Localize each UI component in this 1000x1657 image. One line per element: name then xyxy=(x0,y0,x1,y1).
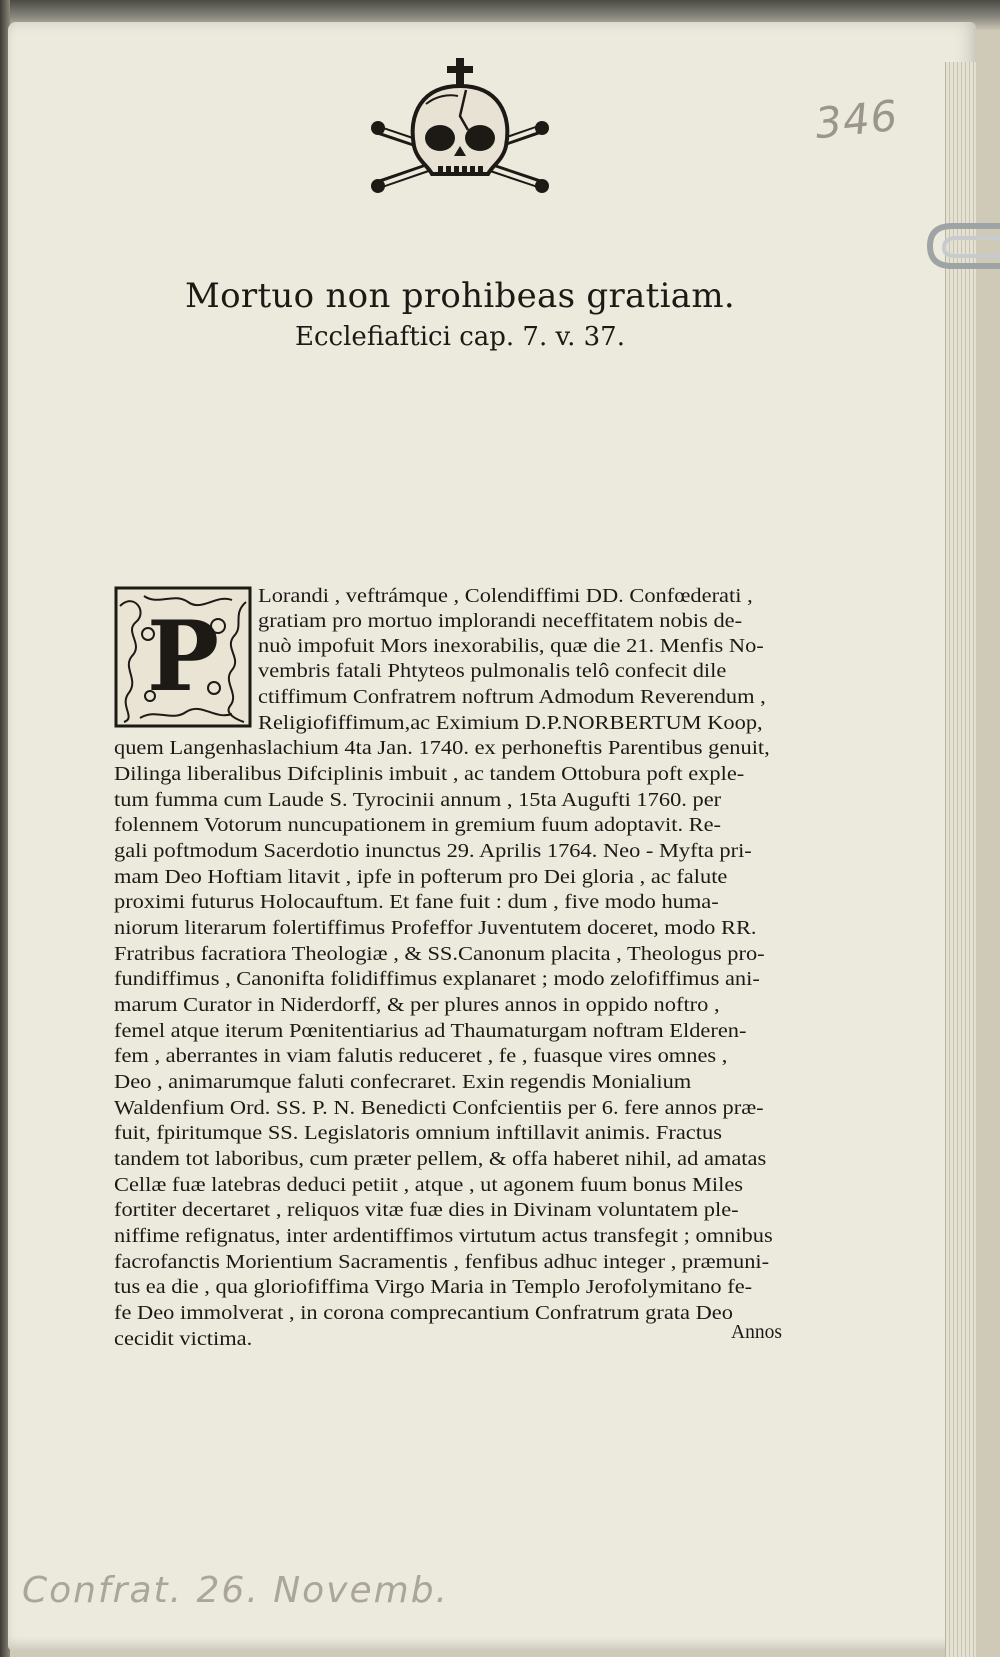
folio-number: 346 xyxy=(812,90,901,149)
pencil-annotation: Confrat. 26. Novemb. xyxy=(22,1570,449,1611)
drop-cap-letter: P xyxy=(146,600,220,713)
text-line: fortiter decertaret , reliquos vitæ fuæ dies in Divinam voluntatem ple- xyxy=(114,1200,739,1221)
text-line: folennem Votorum nuncupationem in gremium fuum adoptavit. Re- xyxy=(114,815,722,836)
text-line: cecidit victima. xyxy=(114,1329,253,1350)
text-line: nuò impofuit Mors inexorabilis, quæ die 21. Menfis No- xyxy=(258,636,764,657)
text-line: Fratribus facratiora Theologiæ , & SS.Canonum placita , Theologus pro- xyxy=(114,944,765,965)
skull-and-crossbones-icon xyxy=(370,56,550,206)
text-line: quem Langenhaslachium 4ta Jan. 1740. ex perhoneftis Parentibus genuit, xyxy=(114,738,770,759)
text-line: femel atque iterum Pœnitentiarius ad Thaumaturgam noftram Elderen- xyxy=(114,1021,747,1042)
paper-clip-icon xyxy=(922,218,1000,298)
text-line: vembris fatali Phtyteos pulmonalis telô confecit dile xyxy=(258,661,727,682)
text-line: gali poftmodum Sacerdotio inunctus 29. Aprilis 1764. Neo - Myfta pri- xyxy=(114,841,752,862)
text-line: Religiofiffimum,ac Eximium D.P.NORBERTUM Koop, xyxy=(258,713,763,734)
text-line: facrofanctis Morientium Sacramentis , fenfibus adhuc integer , præmuni- xyxy=(114,1252,770,1273)
page-stack-edge xyxy=(945,62,976,1657)
text-line: fem , aberrantes in viam falutis reduceret , fe , fuasque vires omnes , xyxy=(114,1046,728,1067)
text-line: ctiffimum Confratrem noftrum Admodum Reverendum , xyxy=(258,687,766,708)
text-line: tus ea die , qua gloriofiffima Virgo Maria in Templo Jerofolymitano fe- xyxy=(114,1277,753,1298)
text-line: tum fumma cum Laude S. Tyrocinii annum , 15ta Augufti 1760. per xyxy=(114,790,722,811)
scripture-reference: Ecclefiaftici cap. 7. v. 37. xyxy=(295,322,625,352)
paper-sheet xyxy=(8,22,976,1650)
text-line: Deo , animarumque faluti confecraret. Exin regendis Monialium xyxy=(114,1072,692,1093)
text-line: fuit, fpiritumque SS. Legislatoris omnium inftillavit animis. Fractus xyxy=(114,1123,722,1144)
text-line: niffime refignatus, inter ardentiffimos virtutum actus transfegit ; omnibus xyxy=(114,1226,773,1247)
text-line: niorum literarum folertiffimus Profeffor Juventutem doceret, modo RR. xyxy=(114,918,757,939)
text-line: tandem tot laboribus, cum præter pellem, & offa haberet nihil, ad amatas xyxy=(114,1149,767,1170)
text-line: Lorandi , veftrámque , Colendiffimi DD. Confœderati , xyxy=(258,586,753,607)
text-line: fe Deo immolverat , in corona comprecantium Confratrum grata Deo xyxy=(114,1303,733,1324)
text-line: fundiffimus , Canonifta folidiffimus explanaret ; modo zelofiffimus ani- xyxy=(114,969,760,990)
text-line: gratiam pro mortuo implorandi neceffitatem nobis de- xyxy=(258,611,743,632)
text-line: Cellæ fuæ latebras deduci petiit , atque , ut agonem fuum bonus Miles xyxy=(114,1175,744,1196)
text-line: marum Curator in Niderdorff, & per plures annos in oppido noftro , xyxy=(114,995,720,1016)
catchword: Annos xyxy=(731,1322,782,1343)
page-title: Mortuo non prohibeas gratiam. xyxy=(185,276,735,316)
text-line: proximi futurus Holocauftum. Et fane fuit : dum , five modo huma- xyxy=(114,892,719,913)
text-line: Waldenfium Ord. SS. P. N. Benedicti Confcientiis per 6. fere annos præ- xyxy=(114,1098,764,1119)
text-line: Dilinga liberalibus Difciplinis imbuit , ac tandem Ottobura poft exple- xyxy=(114,764,745,785)
text-line: mam Deo Hoftiam litavit , ipfe in pofterum pro Dei gloria , ac falute xyxy=(114,867,728,888)
ornamental-drop-cap xyxy=(114,586,252,728)
